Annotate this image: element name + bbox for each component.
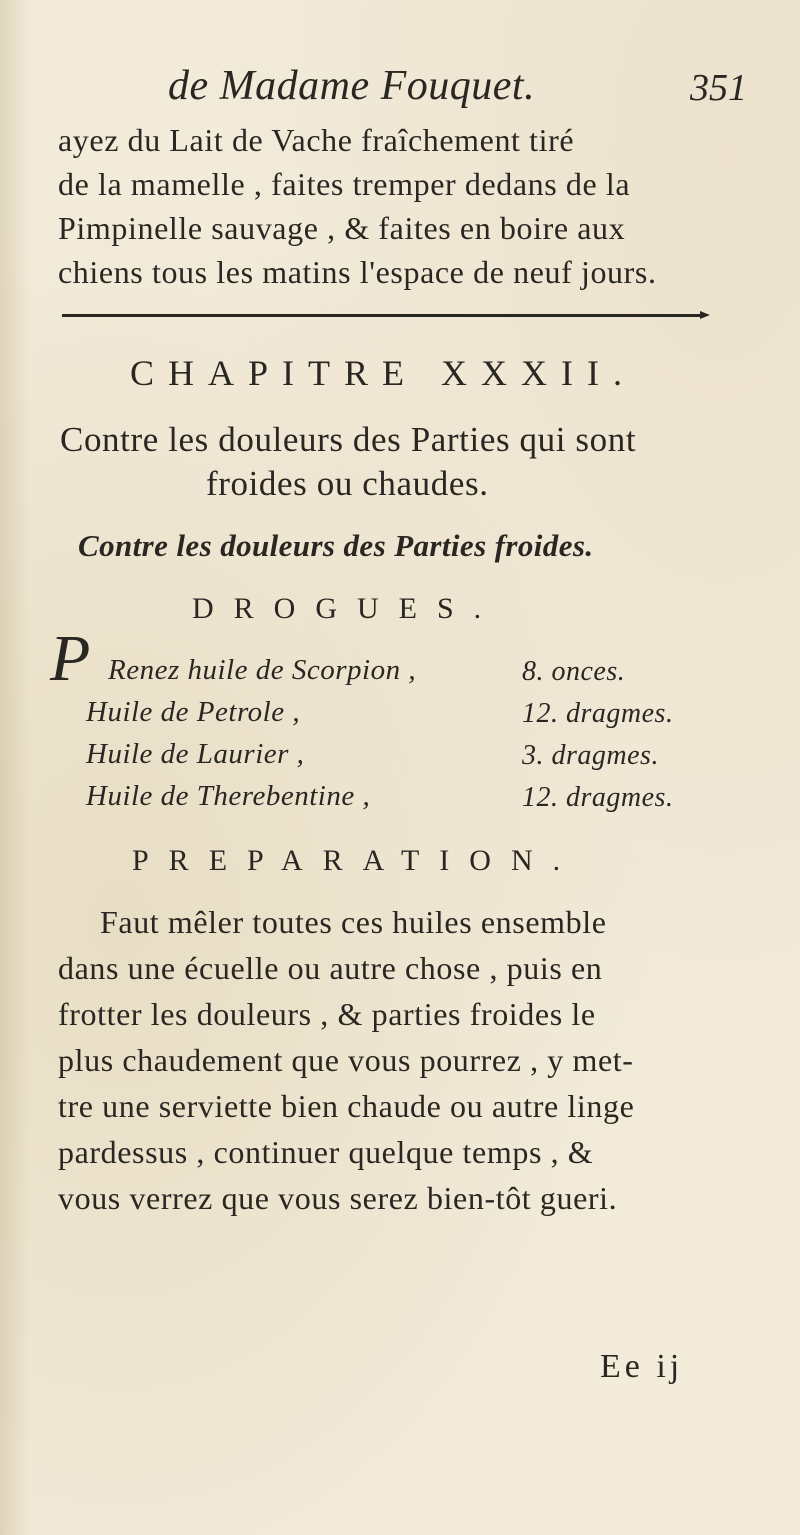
ingredient-name: Huile de Therebentine , (86, 780, 371, 812)
intro-line: de la mamelle , faites tremper dedans de la (58, 166, 631, 202)
intro-line: chiens tous les matins l'espace de neuf jours. (58, 254, 657, 290)
chapter-subtitle-line: Contre les douleurs des Parties qui sont (60, 420, 637, 459)
preparation-heading: PREPARATION. (132, 844, 581, 877)
ingredient-quantity: 3. dragmes. (522, 740, 659, 771)
ingredient-quantity: 12. dragmes. (522, 782, 674, 813)
ingredient-name: Huile de Laurier , (86, 738, 305, 770)
chapter-title: CHAPITRE XXXII. (130, 353, 636, 393)
ingredient-name: Huile de Petrole , (86, 696, 301, 728)
section-title: Contre les douleurs des Parties froides. (78, 528, 594, 563)
drogues-heading: DROGUES. (192, 592, 502, 625)
page-number: 351 (690, 67, 747, 109)
preparation-line: plus chaudement que vous pourrez , y met- (58, 1042, 634, 1078)
running-head: de Madame Fouquet. (168, 63, 536, 109)
preparation-line: vous verrez que vous serez bien-tôt gueri. (58, 1180, 618, 1216)
chapter-divider-rule (62, 314, 702, 317)
preparation-line: pardessus , continuer quelque temps , & (58, 1134, 594, 1170)
ingredient-name: Renez huile de Scorpion , (108, 654, 417, 686)
preparation-line: Faut mêler toutes ces huiles ensemble (100, 904, 607, 940)
signature-mark: Ee ij (600, 1348, 684, 1385)
intro-line: ayez du Lait de Vache fraîchement tiré (58, 122, 575, 158)
preparation-line: dans une écuelle ou autre chose , puis en (58, 950, 603, 986)
drop-cap-letter: P (50, 622, 91, 695)
preparation-line: frotter les douleurs , & parties froides le (58, 996, 596, 1032)
ingredient-quantity: 12. dragmes. (522, 698, 674, 729)
page-gutter-shadow (0, 0, 30, 1535)
chapter-subtitle-line: froides ou chaudes. (206, 464, 489, 503)
intro-line: Pimpinelle sauvage , & faites en boire aux (58, 210, 626, 246)
ingredient-quantity: 8. onces. (522, 656, 626, 687)
preparation-line: tre une serviette bien chaude ou autre linge (58, 1088, 635, 1124)
